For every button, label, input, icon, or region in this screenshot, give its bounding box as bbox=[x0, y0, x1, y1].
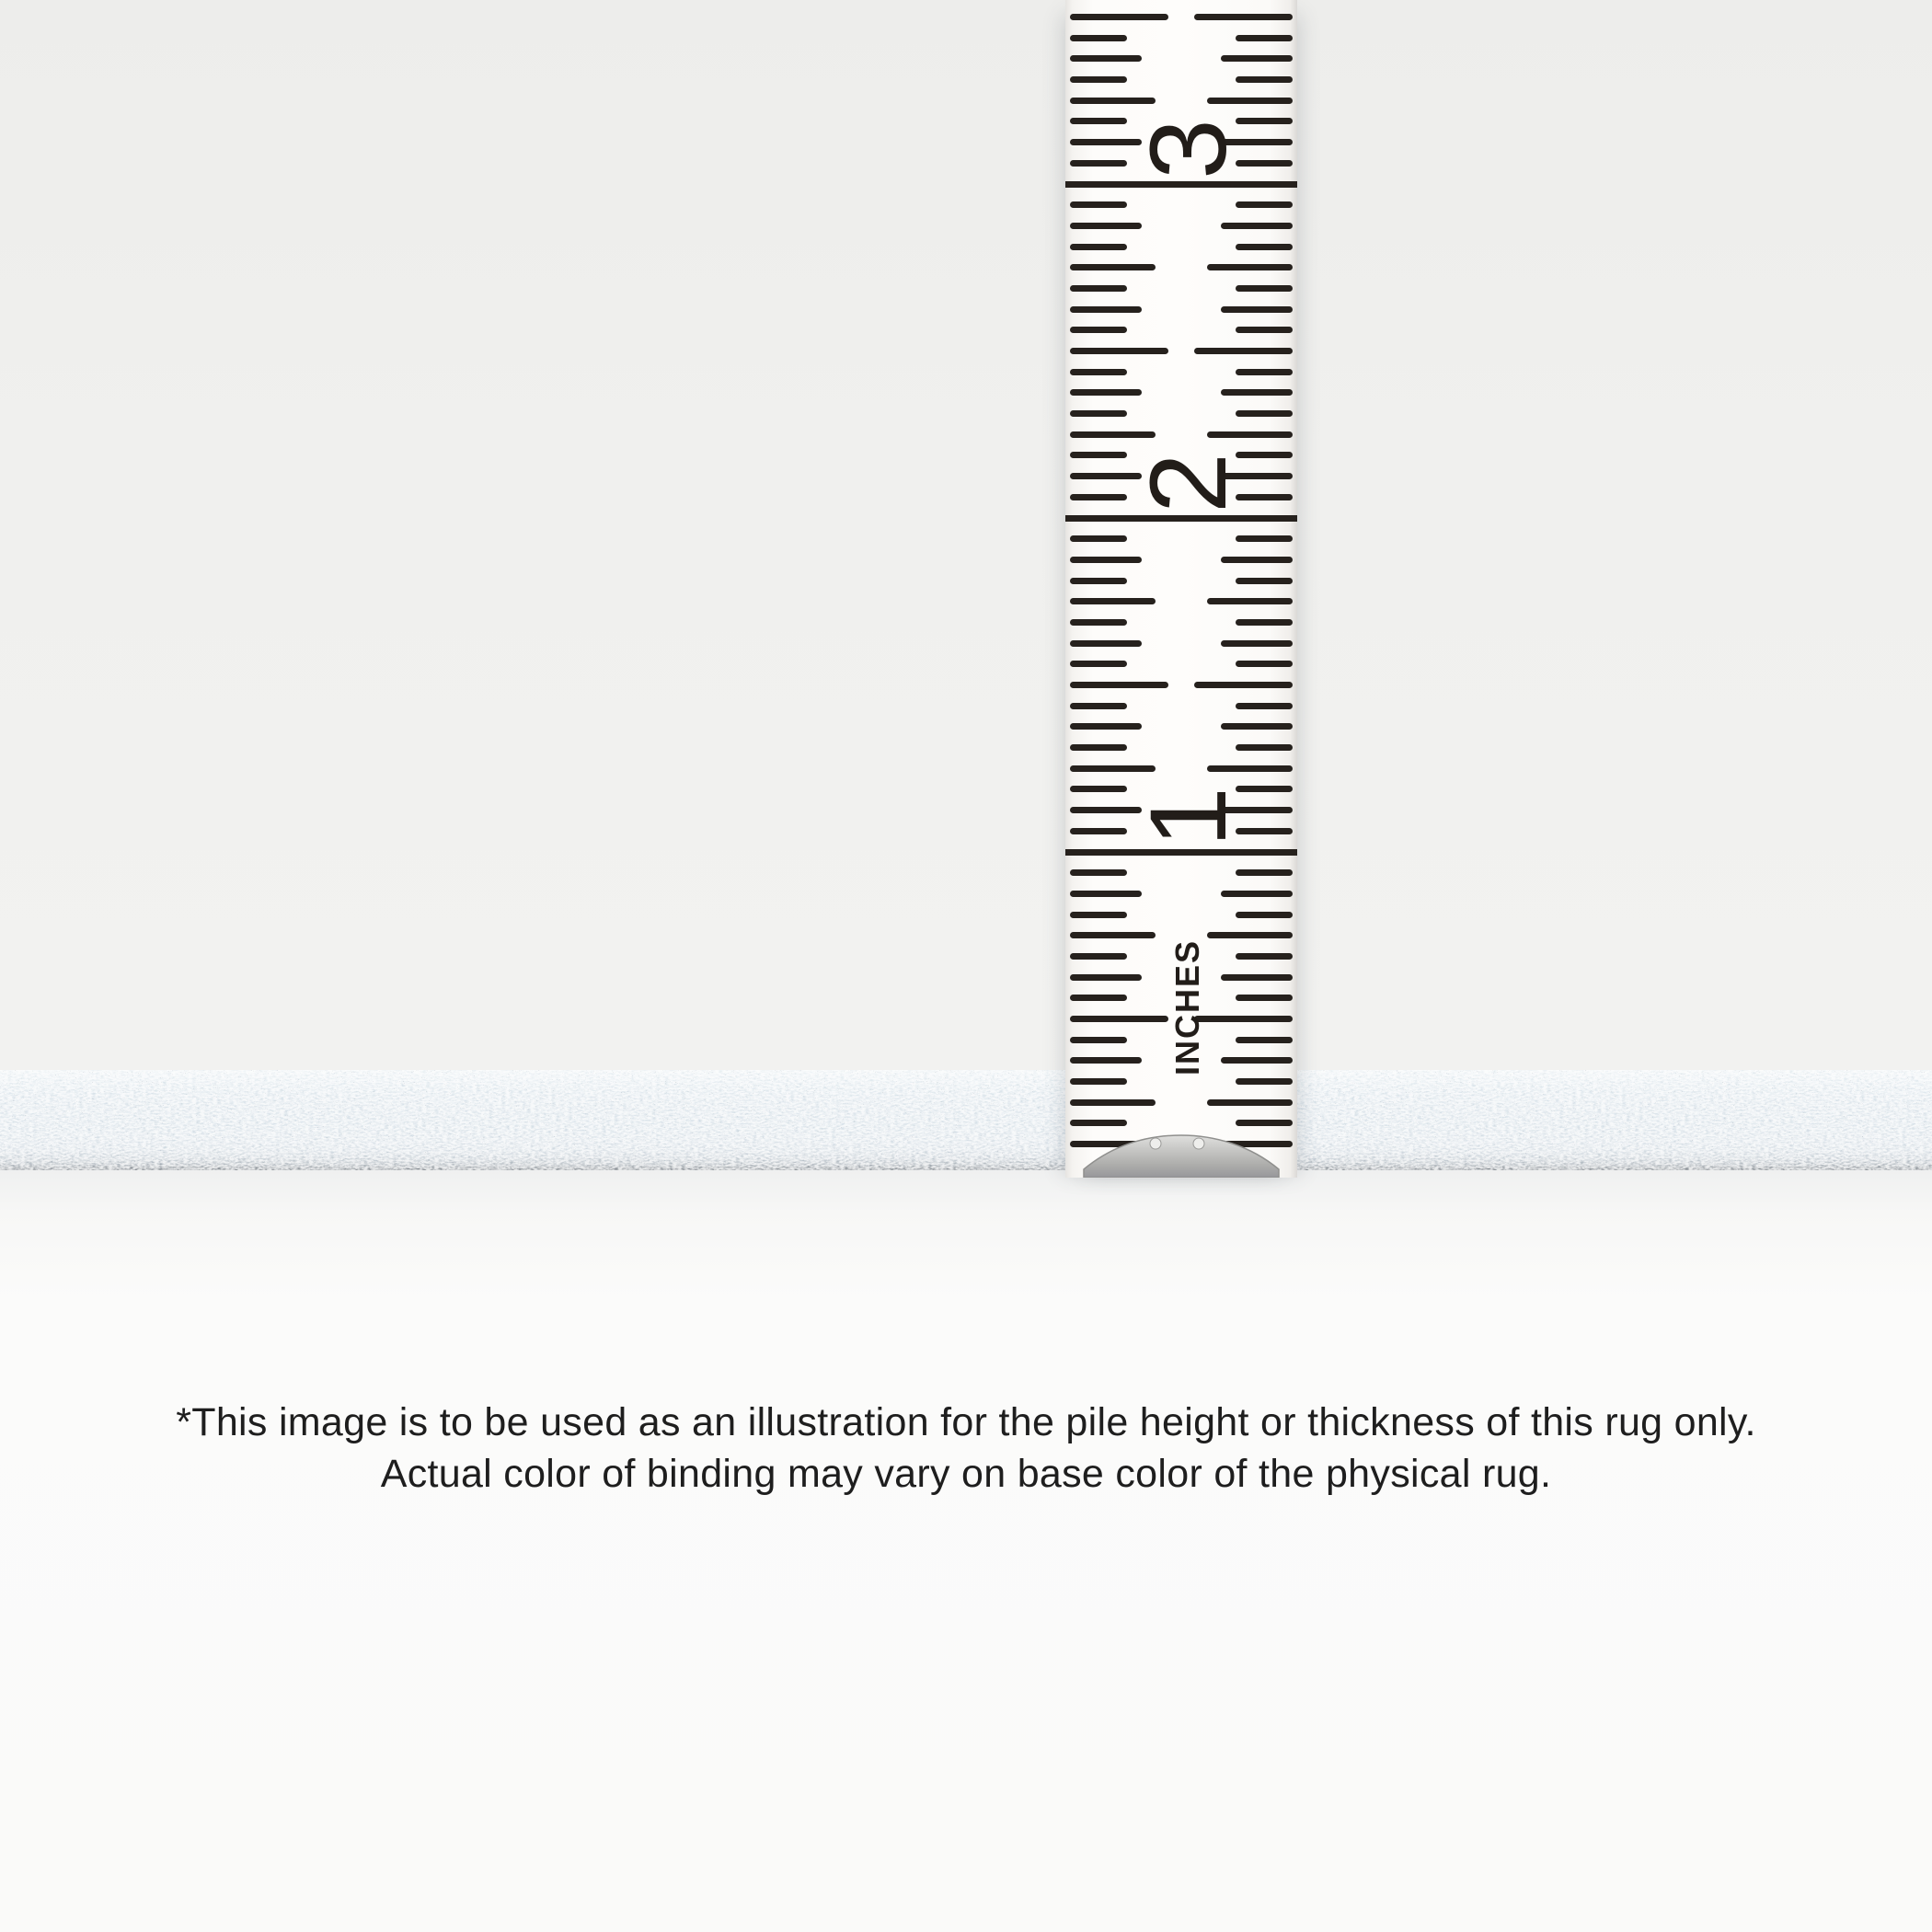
ruler-tick bbox=[1236, 703, 1293, 709]
ruler-tick bbox=[1070, 431, 1156, 438]
ruler-tick bbox=[1236, 327, 1293, 333]
disclaimer-caption bbox=[0, 1397, 1932, 1500]
ruler-tick bbox=[1207, 932, 1293, 938]
rug-pile-strip bbox=[0, 1070, 1932, 1170]
ruler-tick bbox=[1070, 285, 1127, 292]
ruler-tick bbox=[1221, 1057, 1293, 1064]
ruler-tick bbox=[1194, 1016, 1293, 1022]
ruler-tick bbox=[1070, 765, 1156, 772]
ruler-tick bbox=[1236, 1037, 1293, 1043]
metal-rivet bbox=[1150, 1138, 1161, 1149]
ruler-tick bbox=[1070, 598, 1156, 604]
ruler-tick bbox=[1070, 974, 1142, 981]
ruler-tick bbox=[1236, 1078, 1293, 1085]
ruler-inch-line bbox=[1065, 515, 1297, 522]
ruler-tick bbox=[1070, 327, 1127, 333]
ruler-tick bbox=[1207, 431, 1293, 438]
inch-number-3: 3 bbox=[1128, 119, 1249, 179]
ruler-tick bbox=[1070, 244, 1127, 250]
ruler-unit-label: INCHES bbox=[1168, 938, 1206, 1076]
disclaimer-line-2: Actual color of binding may vary on base color of the physical rug. bbox=[380, 1452, 1552, 1496]
ruler-tick bbox=[1070, 1120, 1127, 1126]
ruler-tick bbox=[1070, 1078, 1127, 1085]
ruler-tick bbox=[1070, 912, 1127, 918]
ruler-inch-line bbox=[1065, 181, 1297, 188]
ruler-tick bbox=[1070, 578, 1127, 584]
inch-number-1: 1 bbox=[1128, 787, 1249, 847]
ruler-tick bbox=[1236, 35, 1293, 41]
ruler-tick bbox=[1236, 535, 1293, 542]
ruler-tick bbox=[1070, 557, 1142, 563]
ruler-tick bbox=[1070, 410, 1127, 417]
ruler-tick bbox=[1070, 1037, 1127, 1043]
ruler-tick bbox=[1070, 201, 1127, 208]
disclaimer-line-1: *This image is to be used as an illustration for the pile height or thickness of this rug only. bbox=[176, 1400, 1756, 1444]
ruler-tick bbox=[1070, 682, 1168, 688]
floor bbox=[0, 1170, 1932, 1932]
ruler-tick bbox=[1070, 160, 1127, 167]
ruler-tick bbox=[1236, 578, 1293, 584]
ruler-inch-line bbox=[1065, 849, 1297, 856]
ruler-tick bbox=[1221, 223, 1293, 229]
ruler-tick bbox=[1070, 744, 1127, 751]
ruler-tick bbox=[1194, 348, 1293, 354]
ruler-tick bbox=[1070, 661, 1127, 667]
ruler-tick bbox=[1236, 661, 1293, 667]
ruler-tick bbox=[1236, 1120, 1293, 1126]
ruler-tick bbox=[1070, 1016, 1168, 1022]
ruler-tick bbox=[1194, 682, 1293, 688]
ruler-tick bbox=[1221, 389, 1293, 396]
ruler-tick bbox=[1070, 35, 1127, 41]
ruler-tick bbox=[1236, 953, 1293, 960]
ruler-tick bbox=[1070, 869, 1127, 876]
ruler-tick bbox=[1207, 598, 1293, 604]
ruler-tick bbox=[1070, 389, 1142, 396]
ruler-tick bbox=[1207, 264, 1293, 270]
ruler-tick bbox=[1070, 369, 1127, 375]
ruler-tick bbox=[1236, 410, 1293, 417]
ruler-tick bbox=[1070, 953, 1127, 960]
ruler-tick bbox=[1221, 557, 1293, 563]
ruler-tick bbox=[1221, 723, 1293, 730]
ruler-tick bbox=[1236, 995, 1293, 1001]
ruler-tick bbox=[1070, 640, 1142, 647]
ruler-tick bbox=[1236, 369, 1293, 375]
ruler-tick bbox=[1236, 201, 1293, 208]
ruler-tick bbox=[1236, 285, 1293, 292]
ruler-tick bbox=[1207, 765, 1293, 772]
ruler-tick bbox=[1236, 869, 1293, 876]
ruler-tick bbox=[1070, 55, 1142, 62]
ruler-tick bbox=[1070, 223, 1142, 229]
ruler-tick bbox=[1070, 14, 1168, 20]
ruler-tick bbox=[1070, 264, 1156, 270]
ruler-tick bbox=[1070, 535, 1127, 542]
ruler-tick bbox=[1070, 786, 1127, 792]
ruler-tick bbox=[1236, 619, 1293, 626]
ruler-tick bbox=[1070, 494, 1127, 500]
ruler-tick bbox=[1070, 1057, 1142, 1064]
ruler-tick bbox=[1070, 1099, 1156, 1106]
ruler-tick bbox=[1070, 723, 1142, 730]
ruler-tick bbox=[1070, 995, 1127, 1001]
inch-number-2: 2 bbox=[1128, 453, 1249, 513]
ruler-tick bbox=[1236, 912, 1293, 918]
ruler-tick bbox=[1070, 932, 1156, 938]
ruler-tick bbox=[1221, 306, 1293, 313]
ruler-tick bbox=[1221, 640, 1293, 647]
ruler-tick bbox=[1194, 14, 1293, 20]
ruler-metal-tip bbox=[1065, 1132, 1297, 1178]
ruler-tick bbox=[1070, 98, 1156, 104]
ruler-tick bbox=[1236, 244, 1293, 250]
ruler-tick bbox=[1221, 55, 1293, 62]
ruler-tick bbox=[1070, 891, 1142, 897]
rug-texture-noise bbox=[0, 1070, 1932, 1170]
ruler-tick bbox=[1070, 619, 1127, 626]
ruler-tick bbox=[1070, 703, 1127, 709]
ruler-tick bbox=[1070, 828, 1127, 834]
ruler bbox=[1065, 0, 1297, 1178]
ruler-tick bbox=[1207, 98, 1293, 104]
ruler-tick bbox=[1070, 452, 1127, 458]
ruler-tick bbox=[1236, 76, 1293, 83]
ruler-tick bbox=[1070, 348, 1168, 354]
ruler-tick bbox=[1070, 76, 1127, 83]
metal-rivet bbox=[1193, 1138, 1204, 1149]
ruler-tick bbox=[1070, 118, 1127, 124]
ruler-tick bbox=[1070, 306, 1142, 313]
ruler-tick bbox=[1207, 1099, 1293, 1106]
ruler-tick bbox=[1236, 744, 1293, 751]
ruler-tick bbox=[1221, 891, 1293, 897]
ruler-tick bbox=[1221, 974, 1293, 981]
